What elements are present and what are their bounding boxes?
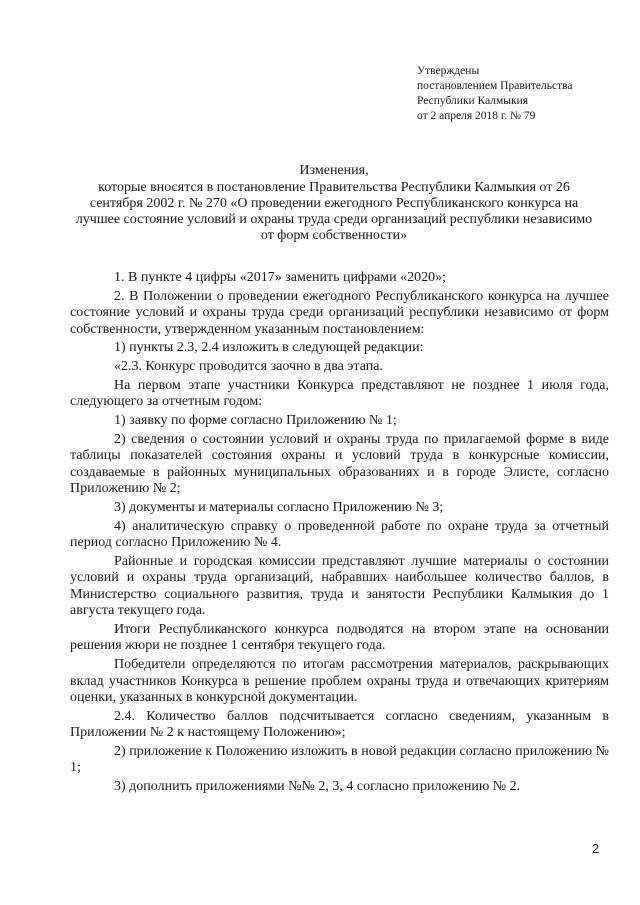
paragraph: Победители определяются по итогам рассмотрения материалов, раскрывающих вклад участников Конкурса в решение проблем охраны труда и отвечающих критериям оценки, указанных в конкурсной документации.	[70, 657, 609, 706]
paragraph: Районные и городская комиссии представляют лучшие материалы о состоянии условий и охраны труда организаций, набравших наибольшее количество баллов, в Министерство социального развития, труда и занятости Республики Калмыкия до 1 августа текущего года.	[70, 554, 609, 619]
paragraph: 3) дополнить приложениями №№ 2, 3, 4 согласно приложению № 2.	[114, 779, 521, 795]
title-subtitle: которые вносятся в постановление Правительства Республики Калмыкия от 26 сентября 2002 г. № 270 «О проведении ежегодного Республиканского конкурса на лучшее состояние условий и охраны труда среди организаций республики независимо от форм собственности»	[75, 180, 593, 243]
paragraph: «2.3. Конкурс проводится заочно в два этапа.	[114, 359, 383, 375]
title-heading: Изменения,	[299, 163, 369, 178]
paragraph: 1) пункты 2.3, 2.4 изложить в следующей редакции:	[114, 340, 424, 356]
paragraph: 1) заявку по форме согласно Приложению № 1;	[114, 413, 397, 429]
approval-line: постановлением Правительства	[417, 80, 573, 92]
paragraph: 2. В Положении о проведении ежегодного Республиканского конкурса на лучшее состояние условий и охраны труда среди организаций республики независимо от форм собственности, утвержденном указанным постановлением:	[70, 288, 609, 337]
approval-line: от 2 апреля 2018 г. № 79	[417, 110, 536, 122]
paragraph: 3) документы и материалы согласно Приложению № 3;	[114, 500, 444, 516]
paragraph: Итоги Республиканского конкурса подводятся на втором этапе на основании решения жюри не позднее 1 сентября текущего года.	[70, 622, 609, 654]
document-title	[70, 163, 598, 244]
paragraph: 2.4. Количество баллов подсчитывается согласно сведениям, указанным в Приложении № 2 к настоящему Положению»;	[70, 708, 609, 741]
paragraph: На первом этапе участники Конкурса представляют не позднее 1 июля года, следующего за отчетным годом:	[70, 378, 609, 410]
paragraph: 2) сведения о состоянии условий и охраны труда по прилагаемой форме в виде таблицы показателей состояния охраны и условий труда в конкурсные комиссии, создаваемые в районных муниципальных образованиях и в городе Элисте, согласно Приложению № 2;	[70, 432, 609, 497]
document-body	[70, 270, 609, 798]
approval-stamp	[417, 64, 617, 124]
page-number: 2	[592, 841, 600, 856]
approval-line: Республики Калмыкия	[417, 95, 529, 107]
paragraph: 4) аналитическую справку о проведенной работе по охране труда за отчетный период согласно Приложению № 4.	[70, 518, 609, 551]
approval-line: Утверждены	[417, 65, 480, 77]
paragraph: 2) приложение к Положению изложить в новой редакции согласно приложению № 1;	[70, 744, 609, 776]
paragraph: 1. В пункте 4 цифры «2017» заменить цифрами «2020»;	[114, 270, 447, 285]
